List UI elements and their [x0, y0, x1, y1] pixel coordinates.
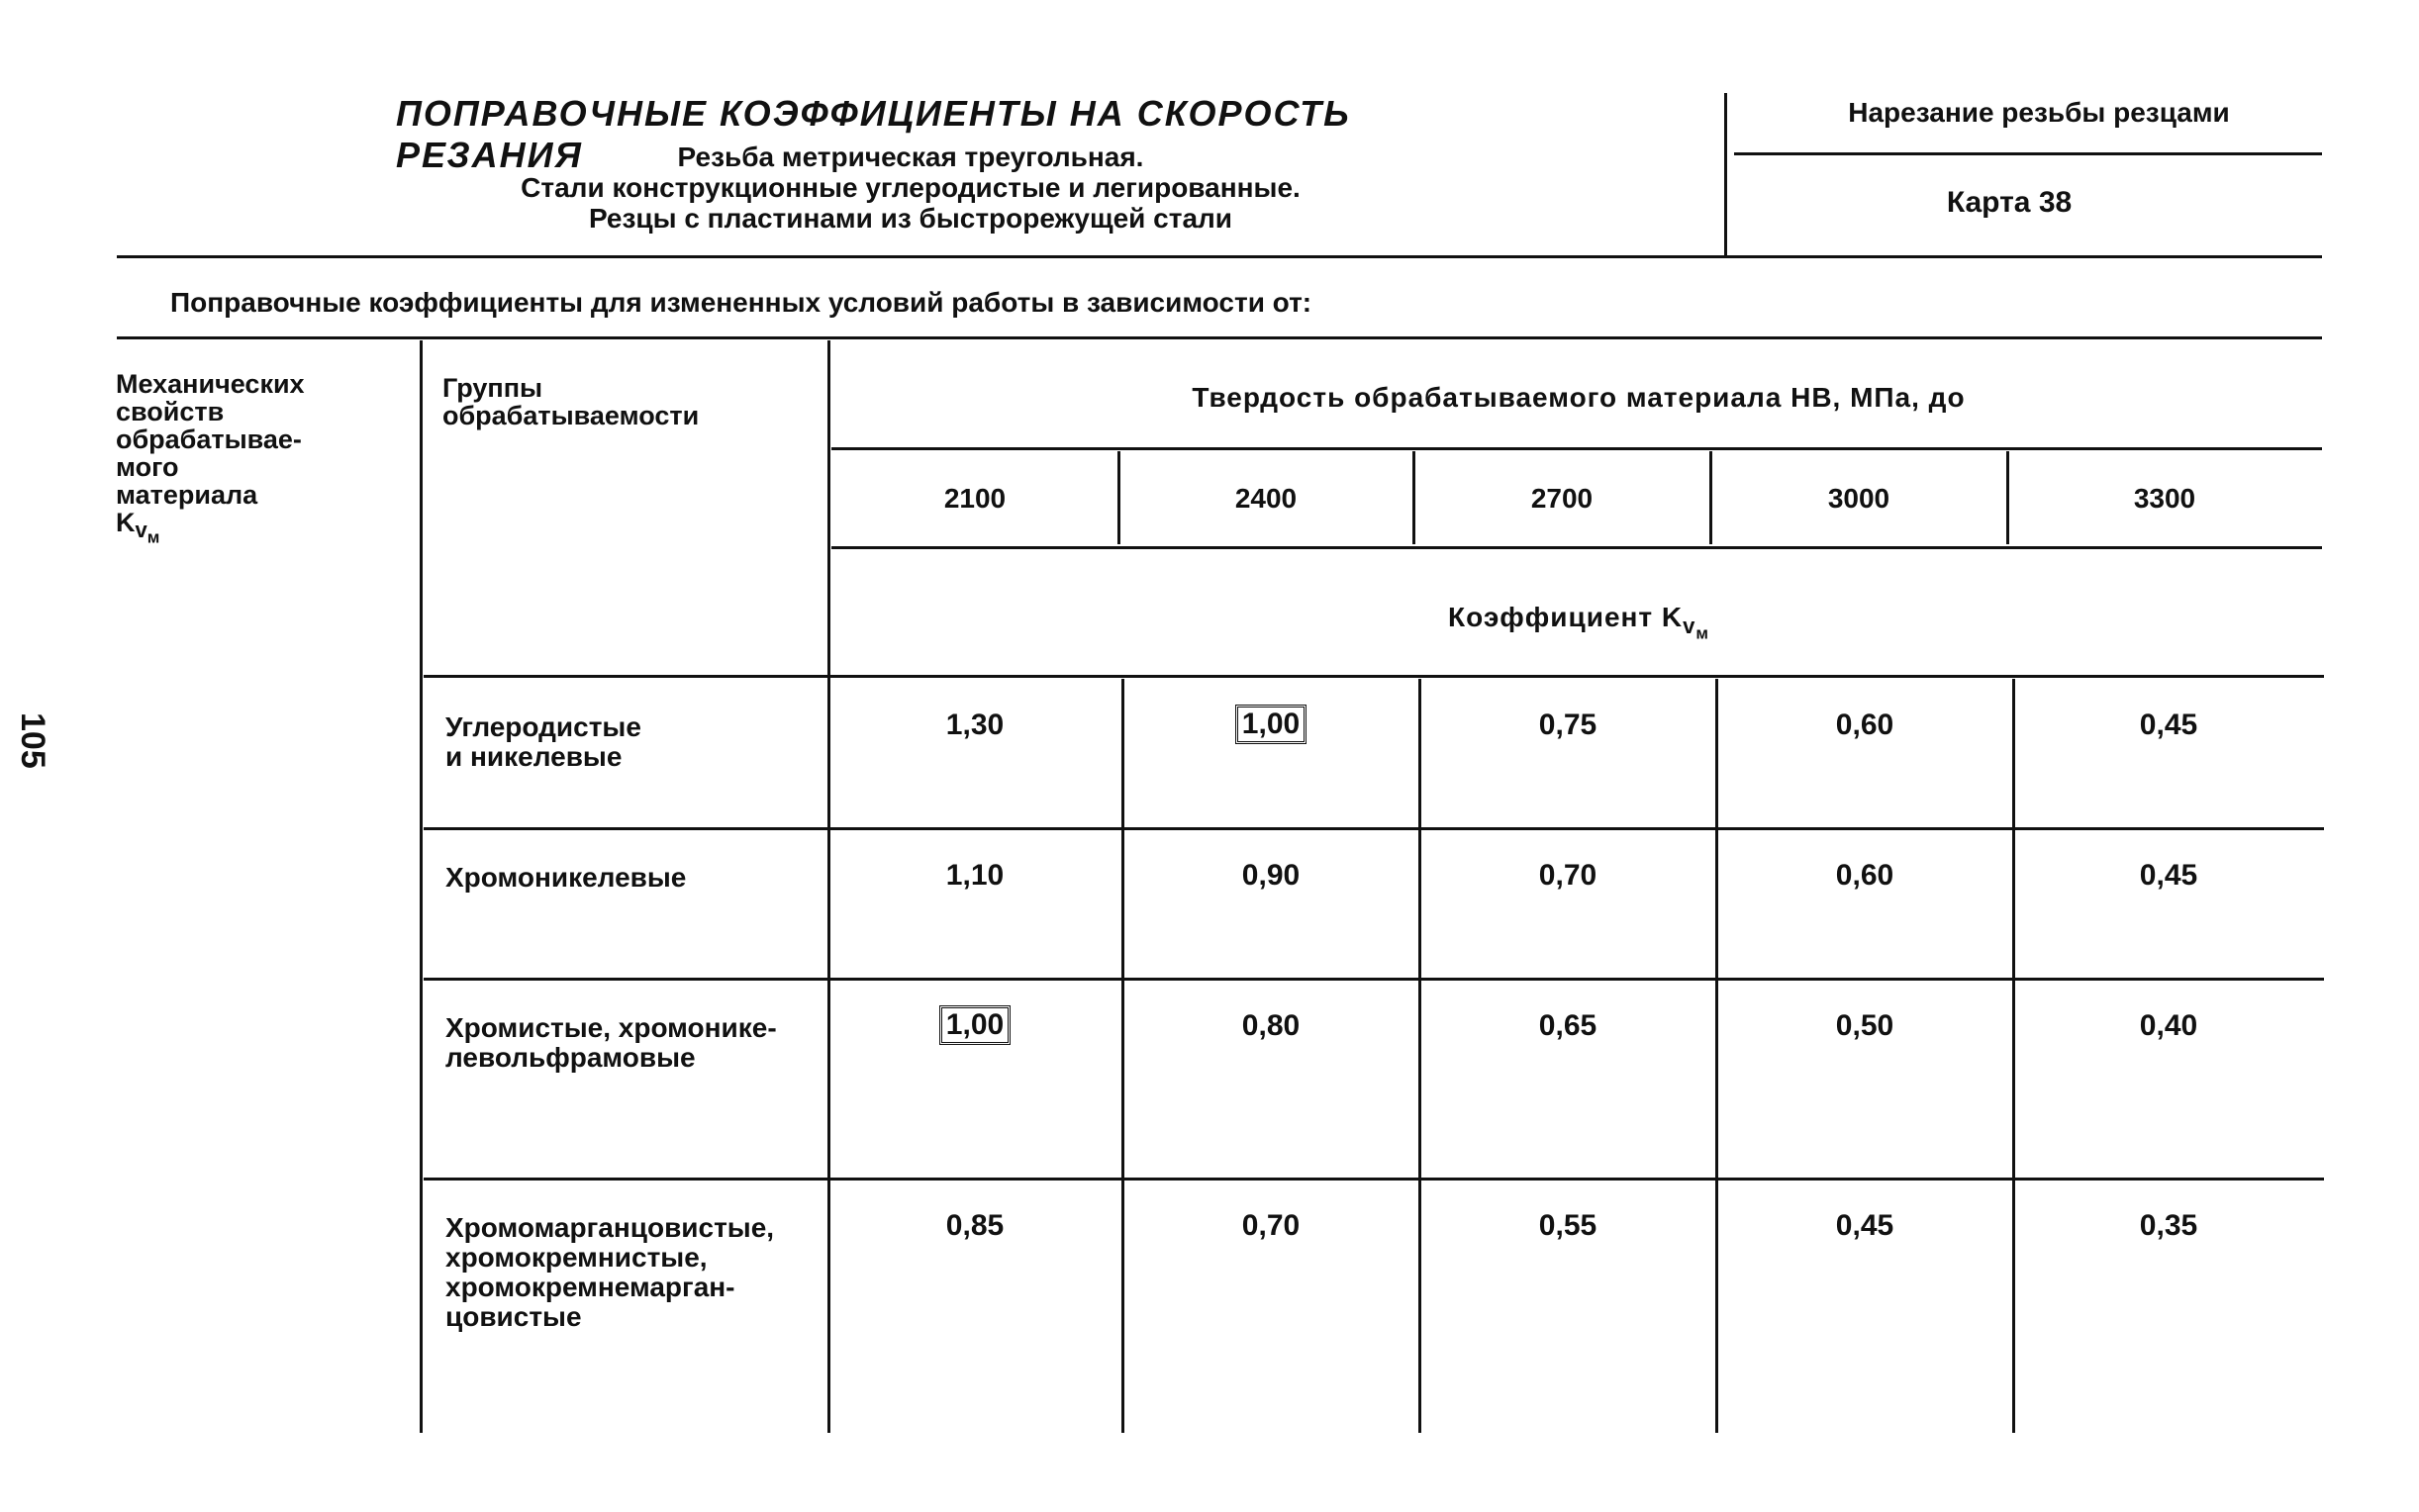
hardness-col-2400: 2400 — [1234, 483, 1298, 514]
groups-column-border — [420, 340, 423, 1433]
subtitle-thread: Резьба метрическая треугольная. — [677, 142, 1144, 172]
intro-bottom-rule — [117, 336, 2322, 339]
value-cell: 0,70 — [1241, 1209, 1301, 1242]
value-cell: 0,60 — [1835, 859, 1894, 892]
table-row-group: Углеродистые и никелевые — [445, 711, 641, 772]
value-cell-boxed: 1,00 — [1124, 705, 1417, 744]
row-rule — [424, 978, 2324, 981]
hdr-col-divider — [1412, 451, 1415, 544]
header-bottom-rule — [117, 255, 2322, 258]
value-cell: 0,45 — [2139, 859, 2198, 892]
value-cell: 0,45 — [2139, 709, 2198, 741]
page-number: 105 — [14, 712, 51, 769]
hardness-rule — [831, 447, 2322, 450]
section-name: Нарезание резьбы резцами — [1848, 97, 2230, 128]
subtitle-cutters: Резцы с пластинами из быстрорежущей стали — [588, 203, 1233, 234]
hdr-col-divider — [1709, 451, 1712, 544]
page-title: ПОПРАВОЧНЫЕ КОЭФФИЦИЕНТЫ НА СКОРОСТЬ РЕЗАНИЯ — [396, 93, 1351, 175]
value-cell: 0,65 — [1538, 1009, 1597, 1042]
value-cell: 0,45 — [1835, 1209, 1894, 1242]
value-col-divider — [1121, 679, 1124, 1433]
hardness-col-2700: 2700 — [1530, 483, 1594, 514]
value-cell: 1,30 — [945, 709, 1005, 741]
hardness-values-rule — [831, 546, 2322, 549]
value-col-divider — [1418, 679, 1421, 1433]
value-cell: 0,50 — [1835, 1009, 1894, 1042]
subtitle-steels: Стали конструкционные углеродистые и легированные. — [521, 172, 1301, 203]
hdr-col-divider — [1117, 451, 1120, 544]
hardness-col-3000: 3000 — [1827, 483, 1890, 514]
value-col-divider — [2012, 679, 2015, 1433]
value-cell: 0,90 — [1241, 859, 1301, 892]
row-rule — [424, 827, 2324, 830]
value-cell: 0,70 — [1538, 859, 1597, 892]
hdr-col-divider — [2006, 451, 2009, 544]
value-cell: 1,10 — [945, 859, 1005, 892]
intro-text: Поправочные коэффициенты для измененных условий работы в зависимости от: — [170, 287, 1312, 318]
value-cell: 0,55 — [1538, 1209, 1597, 1242]
value-cell: 0,40 — [2139, 1009, 2198, 1042]
value-cell: 0,60 — [1835, 709, 1894, 741]
groups-header: Группы обрабатываемости — [442, 373, 700, 430]
header-right-rule — [1734, 152, 2322, 155]
value-cell: 0,35 — [2139, 1209, 2198, 1242]
value-cell: 0,85 — [945, 1209, 1005, 1242]
coefficient-symbol: $K_{v_м}$ — [116, 508, 160, 547]
table-row-group: Хромистые, хромонике- левольфрамовые — [445, 1012, 777, 1073]
table-row-group: Хромомарганцовистые, хромокремнистые, хромокремнемарган- цовистые — [445, 1212, 775, 1332]
value-cell: 0,75 — [1538, 709, 1597, 741]
value-cell-boxed: 1,00 — [831, 1005, 1118, 1045]
hardness-title: Твердость обрабатываемого материала НВ, МПа, до — [1192, 382, 1966, 413]
hardness-col-2100: 2100 — [943, 483, 1007, 514]
card-number: Карта 38 — [1946, 186, 2073, 219]
row-rule — [424, 1178, 2324, 1181]
coefficient-title: Коэффициент $K_{v_м}$ — [1448, 602, 1709, 642]
table-row-group: Хромоникелевые — [445, 862, 687, 893]
value-col-divider — [1715, 679, 1718, 1433]
row-rule — [424, 675, 2324, 678]
header-divider — [1724, 93, 1727, 255]
mechanical-properties-label: Механических свойств обрабатывае- мого материала $K_{v_м}$ — [116, 370, 393, 552]
value-cell: 0,80 — [1241, 1009, 1301, 1042]
hardness-col-3300: 3300 — [2133, 483, 2196, 514]
